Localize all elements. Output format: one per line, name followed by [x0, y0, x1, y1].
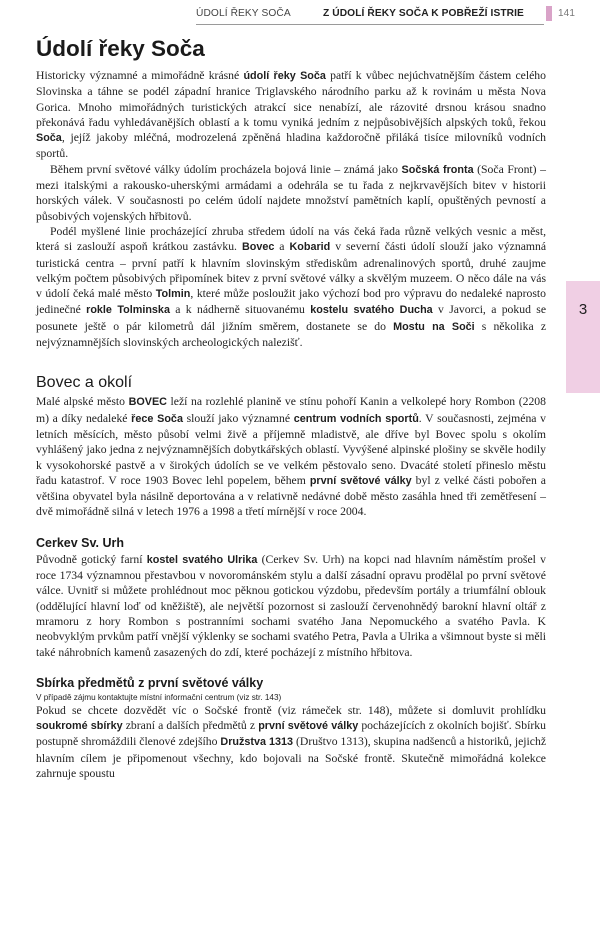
keyword-highlight: Soča [36, 132, 62, 145]
keyword-highlight: Družstva 1313 [220, 736, 294, 749]
body-paragraph: Původně gotický farní kostel svatého Ulrika (Cerkev Sv. Urh) na kopci nad hlavním náměstím prošel v roce 1734 významnou přestavbou v novorománském stylu a další zásadní opravu prodělal po první světové válce. Uvnitř si můžete prohlédnout moc pěknou gotickou výzdobu, především portály a triumfální oblouk (oddělující hlavní loď od kněžiště), ale největší pozornost si zaslouží červenohnědý barokní hlavní oltář z mramoru z hory Rombon s postranními sochami svatého Jana Nepomuckého a svatého Pavla. K neobvyklým prvkům patří vnější výklenky se sochami svatého Petra, Pavla a Ulrika a všimnout byste si měli také náhrobních kamenů zasazených do zdí, které pocházejí z místního hřbitova. [36, 552, 546, 659]
keyword-highlight: kostelu svatého Ducha [310, 304, 433, 317]
page-number: 141 [558, 8, 575, 19]
running-head [196, 0, 575, 25]
church-text [36, 552, 546, 660]
contact-note: V případě zájmu kontaktujte místní informační centrum (viz str. 143) [36, 692, 282, 702]
chapter-tab [566, 281, 600, 393]
running-head-chapter: Z ÚDOLÍ ŘEKY SOČA K POBŘEŽÍ ISTRIE [323, 8, 524, 19]
keyword-highlight: centrum vodních sportů [293, 412, 419, 425]
keyword-highlight: rokle Tolminska [86, 304, 170, 317]
body-paragraph: Malé alpské město BOVEC leží na rozlehlé planině ve stínu pohoří Kanin a velkolepé hory Rombon (2208 m) a díky nedaleké řece Soča slouží jako významné centrum vodních sportů. V současnosti, zejména v letních měsících, město působí velmi živě a příjemně mladistvě, ale dříve byl Bovec spolu s okolím vyhlášený jako jedna z nejvýznamnějších dobytkářských oblastí. Vyvýšené alpinské plošiny se skvěle hodily k vysokohorské pastvě a v širokých údolích se ve velkém pěstovalo seno. Dvacáté století přineslo městu řadu katastrof. V roce 1903 Bovec lehl popelem, během první světové války byl z velké části pobořen a většina obyvatel byla násilně deportována a v relativně nedávné době město zasáhla hned tři zemětřesení – dvě mimořádně silná v letech 1976 a 1998 a třetí mírnější v roce 2004. [36, 395, 547, 519]
keyword-highlight: soukromé sbírky [36, 720, 123, 733]
keyword-highlight: Bovec [241, 241, 275, 254]
body-paragraph: Podél myšlené linie procházející zhruba středem údolí na vás čeká řada různě velkých vesnic a měst, která si zaslouží aspoň krátkou zastávku. Bovec a Kobarid v severní části údolí slouží jako významná turistická centra – první patří k hlavním slovinským střediskům adrenalinových sportů, druhé zaujme velkým počtem působivých připomínek bitev z první světové války a skvělým muzeem. O něco dále na vás v údolí čeká malé město Tolmin, které může posloužit jako výchozí bod pro výpravu do nedaleké naprosto jedinečné rokle Tolminska a k nádherně situovanému kostelu svatého Ducha v Javorci, a pokud se posunete ještě o pár kilometrů dál jižním směrem, dostanete se do Mostu na Soči s několika z nejvýznamnějších slovinských archeologických nalezišť. [36, 224, 547, 350]
main-column [36, 36, 546, 781]
keyword-highlight: řece Soča [131, 412, 183, 425]
keyword-highlight: Tolmin [155, 288, 191, 301]
keyword-highlight: Kobarid [289, 241, 331, 254]
section-heading-church: Cerkev Sv. Urh [36, 535, 125, 550]
page-title: Údolí řeky Soča [36, 36, 205, 61]
keyword-highlight: Sočská fronta [401, 163, 474, 176]
bovec-text [36, 394, 546, 519]
running-head-section: ÚDOLÍ ŘEKY SOČA [196, 8, 291, 19]
chapter-number: 3 [578, 301, 588, 318]
section-heading-bovec: Bovec a okolí [36, 374, 133, 392]
keyword-highlight: BOVEC [128, 396, 167, 409]
keyword-highlight: Mostu na Soči [393, 320, 475, 333]
body-paragraph: Historicky významné a mimořádně krásné údolí řeky Soča patří k vůbec nejúchvatnějším částem celého Slovinska a táhne se podél západní hranice Triglavského národního parku až k rovinám u města Nova Gorica. Mnoho mimořádných turistických atrakcí sice nenabízí, ale rázovité drsnou krásou snadno překonává řadu vyhledávanějších oblastí a k tomu vyniká jedním z nejpůsobivějších alpských toků, řekou Soča, jejíž jakoby mléčná, modrozelená zpěněná hladina každoročně přiláká tisíce milovníků vodních sportů. [36, 69, 546, 161]
keyword-highlight: první světové války [258, 720, 359, 733]
section-heading-collection: Sbírka předmětů z první světové války [36, 675, 264, 690]
body-paragraph: Pokud se chcete dozvědět víc o Sočské frontě (viz rámeček str. 148), můžete si domluvit prohlídku soukromé sbírky zbraní a dalších předmětů z první světové války pocházejících z okolních bojišť. Sbírku postupně shromáždili členové zdejšího Družstva 1313 (Društvo 1313), skupina nadšenců a historiků, jejichž hlavním cílem je připomenout všechny, kdo bojovali na Sočské frontě. Skutečně mimořádná kolekce zahrnuje spoustu [36, 703, 547, 780]
intro-text [36, 68, 546, 350]
keyword-highlight: první světové války [309, 474, 412, 487]
keyword-highlight: kostel svatého Ulrika [146, 553, 258, 566]
keyword-highlight: údolí řeky Soča [243, 70, 326, 82]
body-paragraph: Během první světové války údolím procházela bojová linie – známá jako Sočská fronta (Soča Front) – mezi italskými a rakousko-uherskými armádami a odehrála se tu řada z nejkrvavějších bitev v historii horských válek. V současnosti po celém údolí najdete množství pamětních kaplí, opuštěných pevností a působivých vojenských hřbitovů. [36, 162, 546, 223]
page-accent-bar [546, 6, 552, 21]
collection-text [36, 703, 546, 781]
